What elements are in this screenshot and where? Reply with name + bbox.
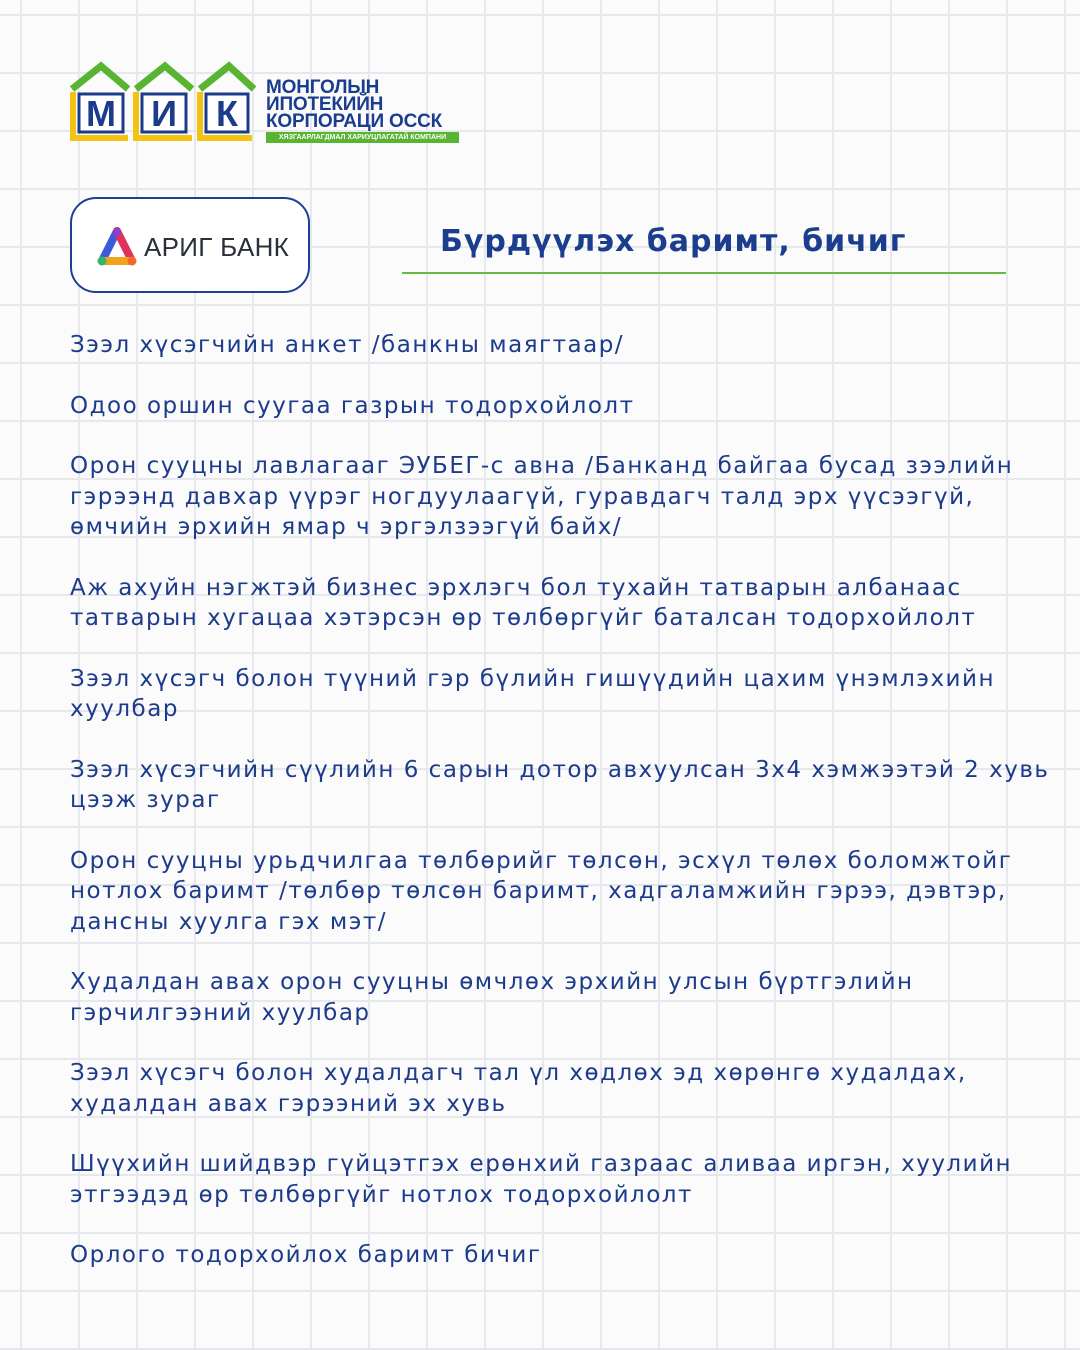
bank-badge bbox=[70, 197, 310, 293]
logo-text-line-3: КОРПОРАЦИ ОССК bbox=[266, 111, 443, 132]
bank-name: АРИГ БАНК bbox=[144, 232, 290, 262]
mik-logo bbox=[66, 58, 466, 150]
list-item: Зээл хүсэгчийн анкет /банкны маягтаар/ bbox=[70, 332, 625, 358]
mik-house-logo-icon bbox=[66, 58, 256, 150]
required-documents-list bbox=[70, 330, 1060, 1301]
list-item: Зээл хүсэгчийн сүүлийн 6 сарын дотор авхуулсан 3х4 хэмжээтэй 2 хувь цээж зураг bbox=[70, 756, 1050, 813]
list-item: Шүүхийн шийдвэр гүйцэтгэх ерөнхий газраас аливаа иргэн, хуулийн этгээдэд өр төлбөргүйг нотлох тодорхойлолт bbox=[70, 1151, 1013, 1208]
roof-2 bbox=[136, 66, 192, 89]
logo-letter-k: К bbox=[216, 93, 238, 134]
page-title: Бүрдүүлэх баримт, бичиг bbox=[440, 224, 907, 259]
list-item: Зээл хүсэгч болон худалдагч тал үл хөдлөх эд хөрөнгө худалдах, худалдан авах гэрээний эх хувь bbox=[70, 1060, 967, 1117]
heading-divider bbox=[402, 272, 1006, 274]
roof-1 bbox=[72, 66, 128, 89]
list-item: Одоо оршин суугаа газрын тодорхойлолт bbox=[70, 392, 635, 419]
arig-bank-emblem-icon bbox=[94, 225, 140, 269]
list-item: Орон сууцны лавлагааг ЭУБЕГ-с авна /Банканд байгаа бусад зээлийн гэрээнд давхар үүрэг ногдуулаагүй, гуравдагч талд эрх үүсээгүй, өмчийн эрхийн ямар ч эргэлзээгүй байх/ bbox=[70, 453, 1014, 540]
logo-text-line-1: МОНГОЛЫН bbox=[266, 77, 380, 98]
list-item: Зээл хүсэгч болон түүний гэр бүлийн гишүүдийн цахим үнэмлэхийн хуулбар bbox=[70, 665, 995, 722]
list-item: Орлого тодорхойлох баримт бичиг bbox=[70, 1242, 542, 1268]
logo-text-line-2: ИПОТЕКИЙН bbox=[266, 94, 384, 115]
logo-letter-m: М bbox=[86, 93, 116, 134]
list-item: Орон сууцны урьдчилгаа төлбөрийг төлсөн, эсхүл төлөх боломжтойг нотлох баримт /төлбөр төлсөн баримт, хадгаламжийн гэрээ, дэвтэр, дансны хуулга гэх мэт/ bbox=[70, 847, 1013, 935]
roof-3 bbox=[200, 66, 254, 89]
logo-tagline: ХЯЗГААРЛАГДМАЛ ХАРИУЦЛАГАТАЙ КОМПАНИ bbox=[266, 132, 459, 143]
list-item: Аж ахуйн нэгжтэй бизнес эрхлэгч бол тухайн татварын албанаас татварын хугацаа хэтэрсэн өр төлбөргүйг баталсан тодорхойлолт bbox=[70, 574, 977, 631]
list-item: Худалдан авах орон сууцны өмчлөх эрхийн улсын бүртгэлийн гэрчилгээний хуулбар bbox=[70, 969, 914, 1026]
logo-letter-i: И bbox=[151, 93, 177, 134]
